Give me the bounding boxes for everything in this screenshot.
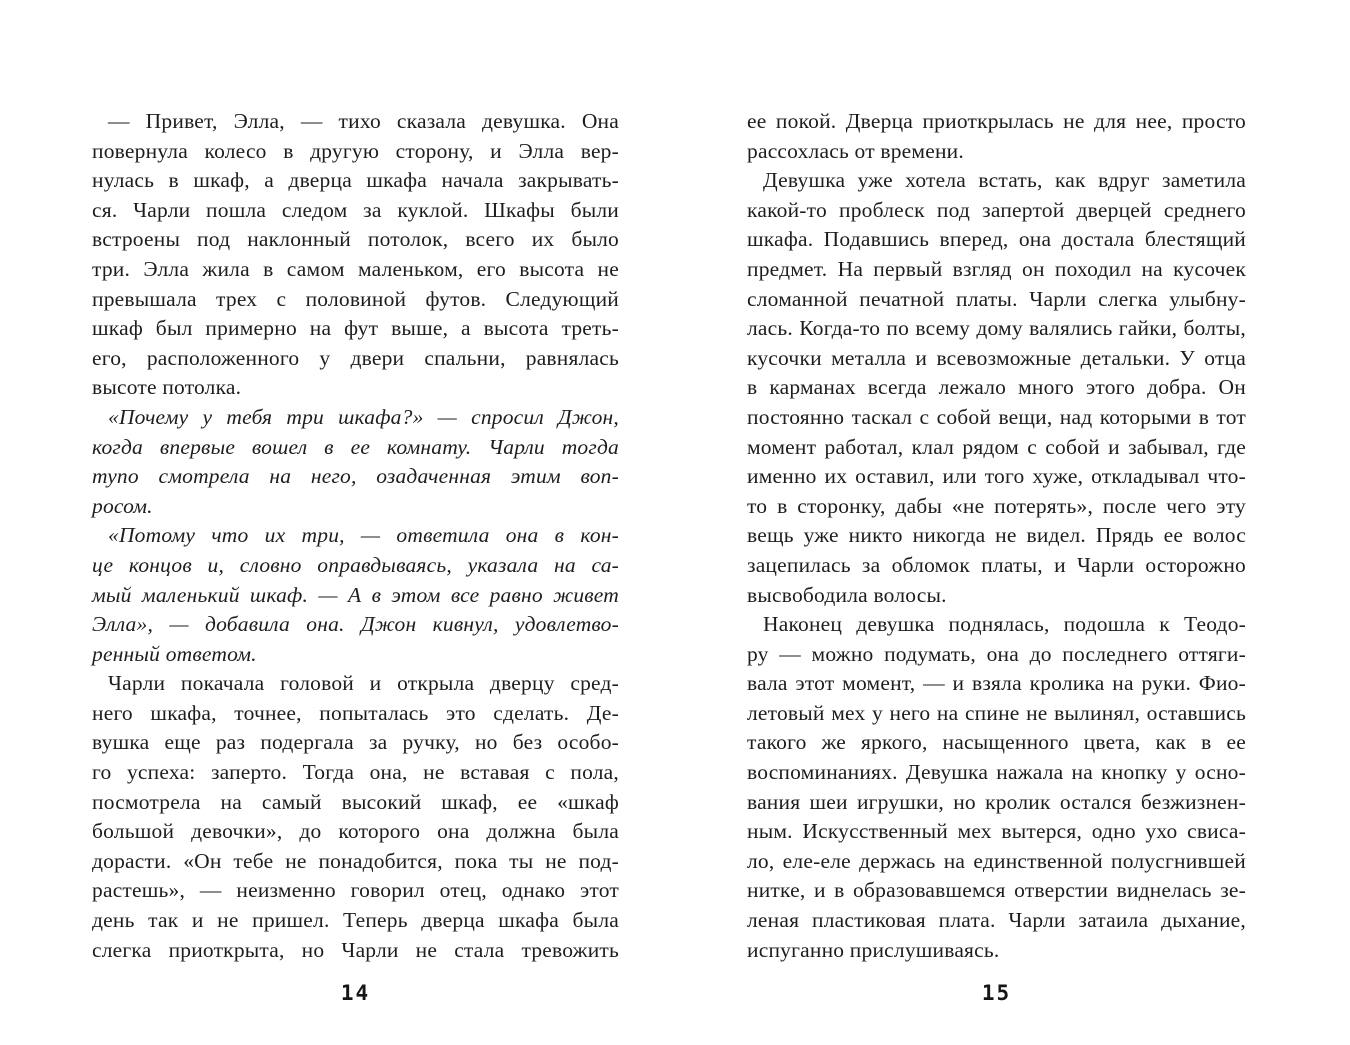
text-line: в карманах всегда лежало много этого добра. Он — [747, 375, 1246, 400]
text-line: именно их оставил, или того хуже, откладывал что- — [747, 464, 1246, 489]
text-line: ным. Искусственный мех вытерся, одно ухо свиса- — [747, 819, 1246, 844]
page-number: 14 — [340, 981, 371, 1005]
text-line: це концов и, словно оправдываясь, указала на са- — [92, 552, 619, 577]
page-right — [747, 107, 1246, 965]
text-line: ее покой. Дверца приоткрылась не для нее, просто — [747, 109, 1246, 133]
text-line: летовый мех у него на спине не вылинял, оставшись — [747, 700, 1246, 725]
text-line: нитке, и в образовавшемся отверстии виднелась зе- — [747, 878, 1246, 903]
text-line: Наконец девушка поднялась, подошла к Теодо- — [763, 612, 1246, 637]
text-line: него шкафа, точнее, попыталась это сделать. Де- — [92, 700, 619, 725]
text-line: когда впервые вошел в ее комнату. Чарли тогда — [92, 434, 619, 459]
text-line: дорасти. «Он тебе не понадобится, пока ты не под- — [92, 848, 619, 873]
text-line: повернула колесо в другую сторону, и Элла вер- — [92, 138, 619, 163]
text-line: постоянно таскал с собой вещи, над которыми в тот — [747, 404, 1246, 429]
text-line: леная пластиковая плата. Чарли затаила дыхание, — [747, 908, 1246, 933]
text-line: то в сторонку, дабы «не потерять», после чего эту — [747, 493, 1246, 518]
text-line: Чарли покачала головой и открыла дверцу сред- — [108, 671, 619, 696]
text-line: «Почему у тебя три шкафа?» — спросил Джон, — [108, 404, 619, 429]
text-line: предмет. На первый взгляд он походил на кусочек — [747, 256, 1246, 281]
text-line: го успеха: заперто. Тогда она, не вставая с пола, — [92, 760, 619, 785]
text-line: — Привет, Элла, — тихо сказала девушка. Она — [108, 109, 619, 133]
text-line: Девушка уже хотела встать, как вдруг заметила — [763, 168, 1246, 193]
text-line: ренный ответом. — [92, 641, 257, 666]
page-left — [92, 107, 619, 965]
text-line: какой-то проблеск под запертой дверцей среднего — [747, 197, 1246, 222]
text-line: момент работал, клал рядом с собой и забывал, где — [747, 434, 1246, 459]
text-line: воспоминаниях. Девушка нажала на кнопку у осно- — [747, 760, 1246, 785]
text-line: «Потому что их три, — ответила она в кон- — [108, 523, 619, 548]
text-line: вания шеи игрушки, но кролик остался безжизнен- — [747, 789, 1246, 814]
text-line: слегка приоткрыта, но Чарли не стала тревожить — [92, 937, 619, 962]
text-line: день так и не пришел. Теперь дверца шкафа была — [92, 908, 619, 933]
page-text — [92, 107, 619, 965]
text-line: росом. — [92, 493, 153, 518]
text-line: растешь», — неизменно говорил отец, однако этот — [92, 878, 619, 903]
text-line: такого же яркого, насыщенного цвета, как в ее — [747, 730, 1246, 755]
text-line: три. Элла жила в самом маленьком, его высота не — [92, 256, 619, 281]
text-line: высвободила волосы. — [747, 582, 947, 607]
text-line: большой девочки», до которого она должна была — [92, 819, 619, 844]
text-line: шкафа. Подавшись вперед, она достала блестящий — [747, 227, 1246, 252]
text-line: ру — можно подумать, она до последнего оттяги- — [747, 641, 1246, 666]
text-line: Элла», — добавила она. Джон кивнул, удовлетво- — [92, 612, 619, 637]
text-line: шкаф был примерно на фут выше, а высота треть- — [92, 316, 619, 341]
text-line: ло, еле-еле держась на единственной полусгнившей — [747, 848, 1246, 873]
text-line: превышала трех с половиной футов. Следующий — [92, 286, 619, 311]
text-line: рассохлась от времени. — [747, 138, 964, 163]
text-line: ся. Чарли пошла следом за куклой. Шкафы были — [92, 197, 619, 222]
text-line: мый маленький шкаф. — А в этом все равно живет — [92, 582, 619, 607]
text-line: встроены под наклонный потолок, всего их было — [92, 227, 619, 252]
text-line: нулась в шкаф, а дверца шкафа начала закрывать- — [92, 168, 619, 193]
page-number: 15 — [981, 981, 1012, 1005]
text-line: вала этот момент, — и взяла кролика на руки. Фио- — [747, 671, 1246, 696]
text-line: кусочки металла и всевозможные детальки. У отца — [747, 345, 1246, 370]
text-line: вушка еще раз подергала за ручку, но без особо- — [92, 730, 619, 755]
text-line: сломанной печатной платы. Чарли слегка улыбну- — [747, 286, 1246, 311]
text-line: лась. Когда-то по всему дому валялись гайки, болты, — [747, 316, 1246, 341]
text-line: посмотрела на самый высокий шкаф, ее «шкаф — [92, 789, 619, 814]
text-line: вещь уже никто никогда не видел. Прядь ее волос — [747, 523, 1246, 548]
text-line: испуганно прислушиваясь. — [747, 937, 1000, 962]
text-line: высоте потолка. — [92, 375, 242, 400]
page-text — [747, 107, 1246, 965]
text-line: его, расположенного у двери спальни, равнялась — [92, 345, 619, 370]
text-line: тупо смотрела на него, озадаченная этим воп- — [92, 464, 619, 489]
text-line: зацепилась за обломок платы, и Чарли осторожно — [747, 552, 1246, 577]
